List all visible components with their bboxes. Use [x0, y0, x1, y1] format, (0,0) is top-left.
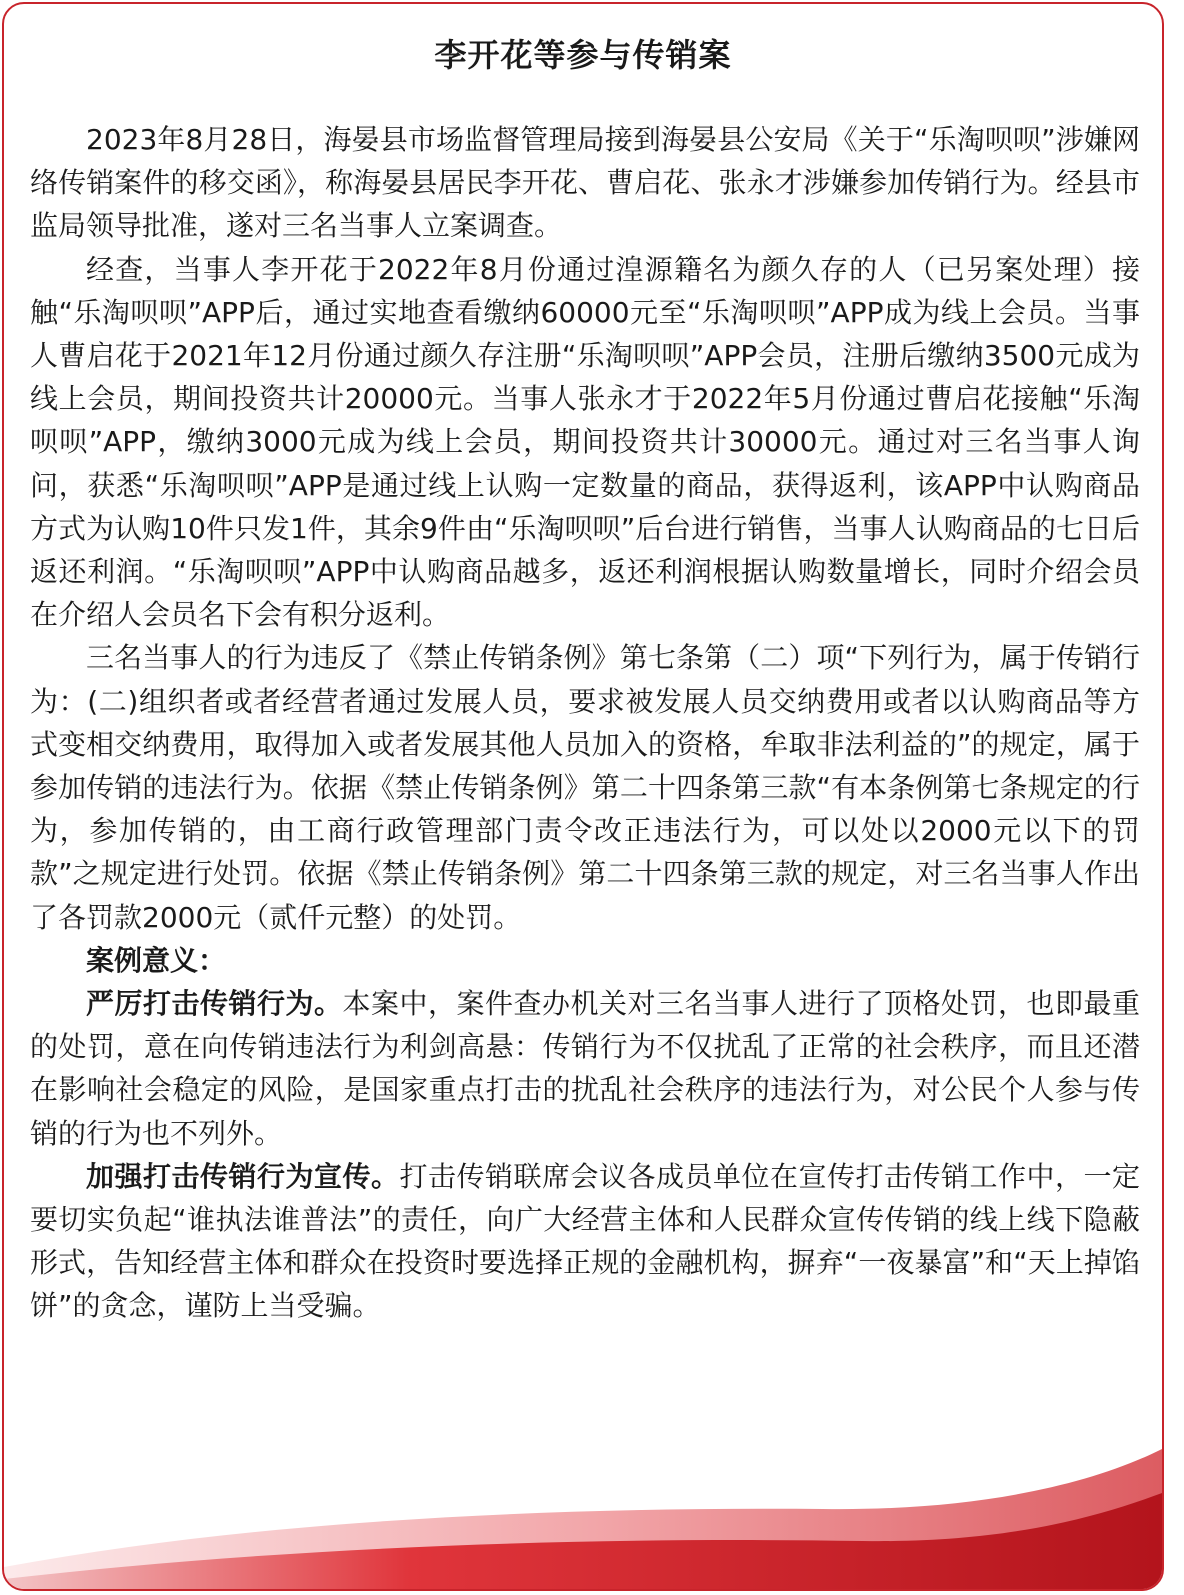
paragraph-investigation: 经查，当事人李开花于2022年8月份通过湟源籍名为颜久存的人（已另案处理）接触“乐淘呗呗”APP后，通过实地查看缴纳60000元至“乐淘呗呗”APP成为线上会员。当事人曹启花于2021年12月份通过颜久存注册“乐淘呗呗”APP会员，注册后缴纳3500元成为线上会员，期间投资共计20000元。当事人张永才于2022年5月份通过曹启花接触“乐淘呗呗”APP，缴纳3000元成为线上会员，期间投资共计30000元。通过对三名当事人询问，获悉“乐淘呗呗”APP是通过线上认购一定数量的商品，获得返利，该APP中认购商品方式为认购10件只发1件，其余9件由“乐淘呗呗”后台进行销售，当事人认购商品的七日后返还利润。“乐淘呗呗”APP中认购商品越多，返还利润根据认购数量增长，同时介绍会员在介绍人会员名下会有积分返利。	[30, 252, 1140, 632]
document-title: 李开花等参与传销案	[434, 36, 732, 74]
significance-point-1-lead: 严厉打击传销行为。	[86, 987, 343, 1021]
paragraph-penalty: 三名当事人的行为违反了《禁止传销条例》第七条第（二）项“下列行为，属于传销行为：(二)组织者或者经营者通过发展人员，要求被发展人员交纳费用或者以认购商品等方式变相交纳费用，取得加入或者发展其他人员加入的资格，牟取非法利益的”的规定，属于参加传销的违法行为。依据《禁止传销条例》第二十四条第三款“有本条例第七条规定的行为，参加传销的，由工商行政管理部门责令改正违法行为，可以处以2000元以下的罚款”之规定进行处罚。依据《禁止传销条例》第二十四条第三款的规定，对三名当事人作出了各罚款2000元（贰仟元整）的处罚。	[30, 641, 1140, 934]
document-frame	[2, 2, 1164, 1591]
red-ribbon-decoration	[4, 1449, 1162, 1589]
significance-point-2	[30, 1155, 1140, 1328]
significance-point-1-text: 本案中，案件查办机关对三名当事人进行了顶格处罚，也即最重的处罚，意在向传销违法行为利剑高悬：传销行为不仅扰乱了正常的社会秩序，而且还潜在影响社会稳定的风险，是国家重点打击的扰乱社会秩序的违法行为，对公民个人参与传销的行为也不列外。	[30, 987, 1140, 1150]
paragraph-case-intro: 2023年8月28日，海晏县市场监督管理局接到海晏县公安局《关于“乐淘呗呗”涉嫌网络传销案件的移交函》，称海晏县居民李开花、曹启花、张永才涉嫌参加传销行为。经县市监局领导批准，遂对三名当事人立案调查。	[30, 123, 1140, 243]
significance-point-1	[30, 982, 1140, 1155]
significance-point-2-text: 打击传销联席会议各成员单位在宣传打击传销工作中，一定要切实负起“谁执法谁普法”的责任，向广大经营主体和人民群众宣传传销的线上线下隐蔽形式，告知经营主体和群众在投资时要选择正规的金融机构，摒弃“一夜暴富”和“天上掉馅饼”的贪念，谨防上当受骗。	[30, 1159, 1140, 1323]
document-body	[30, 118, 1140, 1328]
significance-point-2-lead: 加强打击传销行为宣传。	[86, 1159, 400, 1193]
significance-heading: 案例意义：	[86, 943, 227, 977]
